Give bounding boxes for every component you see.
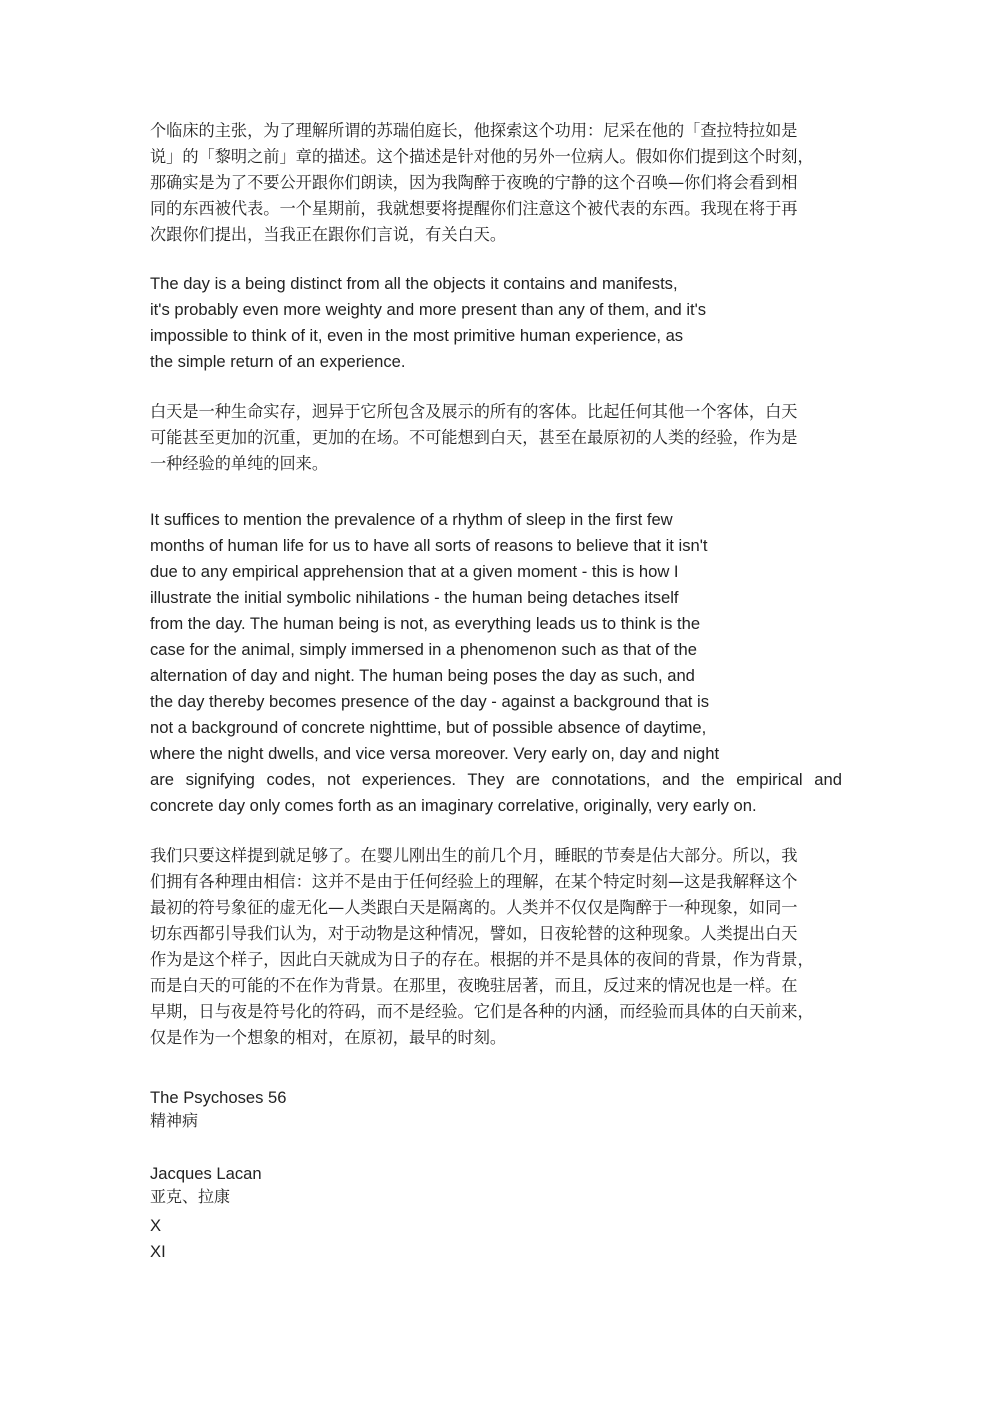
text-line: The day is a being distinct from all the objects it contains and manifests, — [150, 274, 678, 293]
book-title-zh: 精神病 — [150, 1111, 199, 1130]
text-line: 一种经验的单纯的回来。 — [150, 454, 329, 473]
text-line: case for the animal, simply immersed in a phenomenon such as that of the — [150, 640, 697, 659]
text-line: illustrate the initial symbolic nihilations - the human being detaches itself — [150, 588, 679, 607]
paragraph-zh-1 — [150, 118, 842, 248]
text-line: the simple return of an experience. — [150, 352, 406, 371]
chapter-numeral: XI — [150, 1242, 166, 1261]
text-line: it's probably even more weighty and more present than any of them, and it's — [150, 300, 707, 319]
text-line: 同的东西被代表。一个星期前，我就想要将提醒你们注意这个被代表的东西。我现在将于再 — [150, 199, 798, 218]
chapter-numeral: X — [150, 1216, 162, 1235]
text-line: 那确实是为了不要公开跟你们朗读，因为我陶醉于夜晚的宁静的这个召唤—你们将会看到相 — [150, 173, 798, 192]
text-line: 我们只要这样提到就足够了。在婴儿刚出生的前几个月，睡眠的节奏是佔大部分。所以，我 — [150, 846, 798, 865]
text-line: 次跟你们提出，当我正在跟你们言说，有关白天。 — [150, 225, 507, 244]
text-line: It suffices to mention the prevalence of a rhythm of sleep in the first few — [150, 510, 673, 529]
text-line: 早期，日与夜是符号化的符码，而不是经验。它们是各种的内涵，而经验而具体的白天前来， — [150, 1002, 814, 1021]
text-line: concrete day only comes forth as an imaginary correlative, originally, very early on. — [150, 796, 757, 815]
text-line: 白天是一种生命实存，迥异于它所包含及展示的所有的客体。比起任何其他一个客体，白天 — [150, 402, 798, 421]
author-name: Jacques Lacan — [150, 1164, 262, 1183]
author-name-zh: 亚克、拉康 — [150, 1187, 231, 1206]
text-line: 可能甚至更加的沉重，更加的在场。不可能想到白天，甚至在最原初的人类的经验，作为是 — [150, 428, 798, 447]
text-line: from the day. The human being is not, as everything leads us to think is the — [150, 614, 701, 633]
book-title: The Psychoses 56 — [150, 1088, 287, 1107]
paragraph-zh-2 — [150, 399, 842, 477]
text-line: the day thereby becomes presence of the day - against a background that is — [150, 692, 710, 711]
text-line: 作为是这个样子，因此白天就成为日子的存在。根据的并不是具体的夜间的背景，作为背景， — [150, 950, 814, 969]
paragraph-en-2 — [150, 507, 842, 819]
paragraph-zh-3 — [150, 843, 842, 1051]
text-line: 个临床的主张，为了理解所谓的苏瑞伯庭长，他探索这个功用：尼采在他的「查拉特拉如是 — [150, 121, 798, 140]
document-page — [150, 118, 842, 1265]
book-title-block — [150, 1087, 842, 1133]
text-line: where the night dwells, and vice versa moreover. Very early on, day and night — [150, 744, 720, 763]
text-line: impossible to think of it, even in the most primitive human experience, as — [150, 326, 684, 345]
paragraph-en-1 — [150, 271, 842, 375]
text-line: 仅是作为一个想象的相对，在原初，最早的时刻。 — [150, 1028, 507, 1047]
text-line: alternation of day and night. The human being poses the day as such, and — [150, 666, 695, 685]
text-line: 切东西都引导我们认为，对于动物是这种情况，譬如，日夜轮替的这种现象。人类提出白天 — [150, 924, 798, 943]
text-line: due to any empirical apprehension that at a given moment - this is how I — [150, 562, 679, 581]
text-line: months of human life for us to have all sorts of reasons to believe that it isn't — [150, 536, 708, 555]
chapter-numerals — [150, 1213, 842, 1265]
author-block — [150, 1163, 842, 1209]
text-line: 而是白天的可能的不在作为背景。在那里，夜晚驻居著，而且，反过来的情况也是一样。在 — [150, 976, 798, 995]
text-line: not a background of concrete nighttime, but of possible absence of daytime, — [150, 718, 707, 737]
text-line: 最初的符号象征的虚无化—人类跟白天是隔离的。人类并不仅仅是陶醉于一种现象，如同一 — [150, 898, 798, 917]
text-line: are signifying codes, not experiences. They are connotations, and the empirical and — [150, 770, 842, 789]
text-line: 们拥有各种理由相信：这并不是由于任何经验上的理解，在某个特定时刻—这是我解释这个 — [150, 872, 798, 891]
text-line: 说」的「黎明之前」章的描述。这个描述是针对他的另外一位病人。假如你们提到这个时刻， — [150, 147, 814, 166]
